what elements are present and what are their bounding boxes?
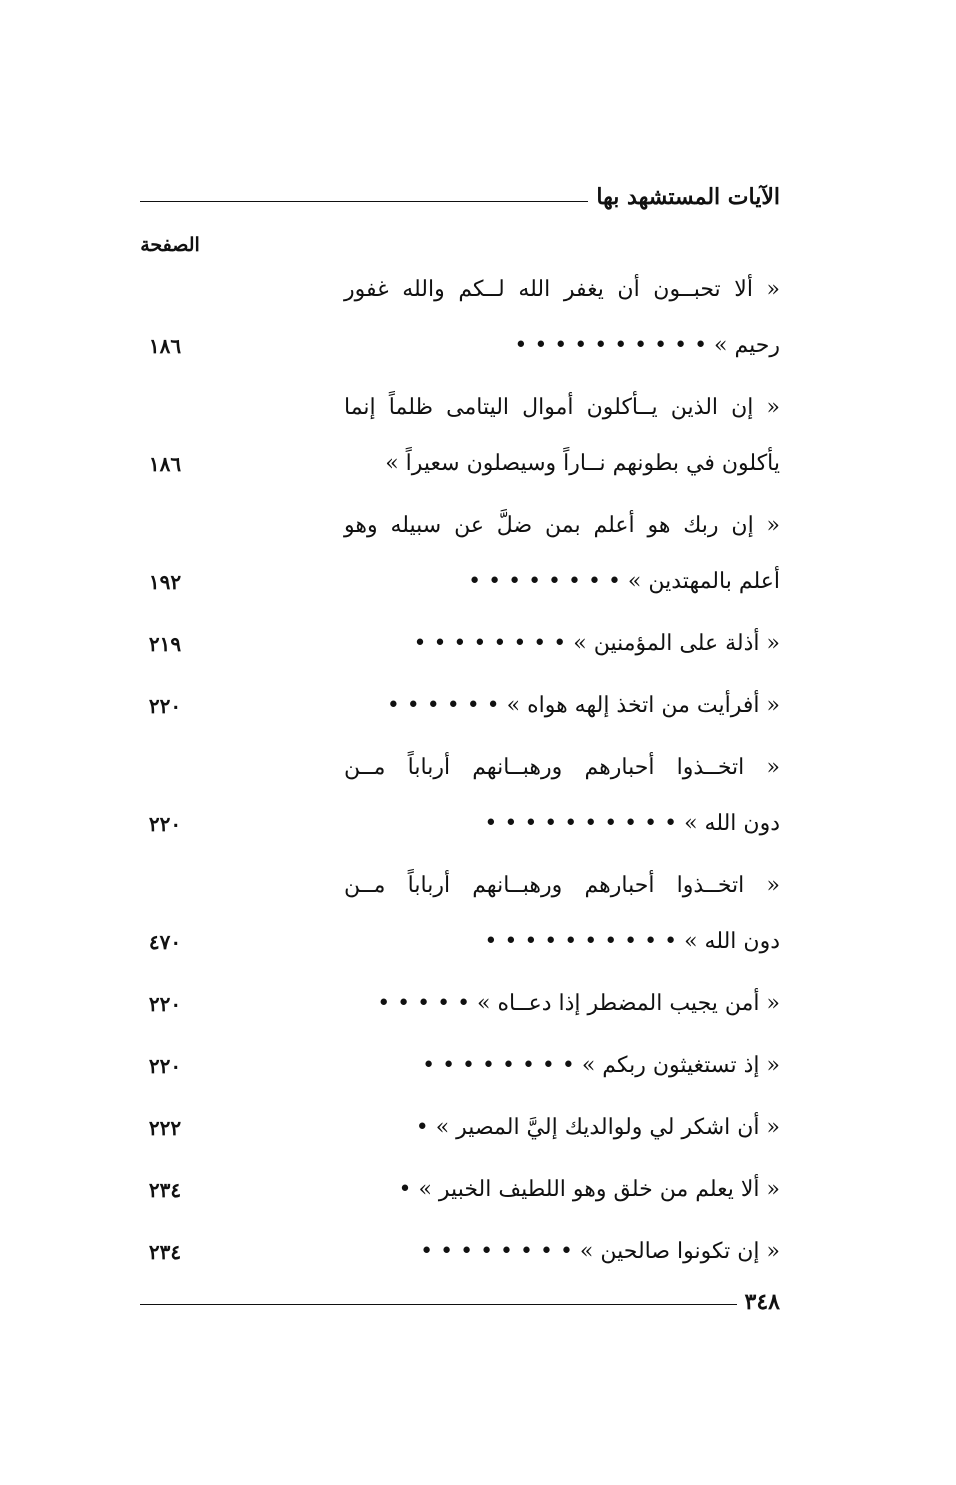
page-reference: ٢٢٠	[148, 1054, 182, 1078]
list-item	[0, 976, 956, 1038]
verse-line: « اتخــذوا أحبارهم ورهبــانهم أرباباً مــن	[344, 873, 780, 898]
page-number: ٣٤٨	[744, 1289, 780, 1315]
verse-text	[344, 1224, 780, 1280]
verse-index-list	[0, 262, 956, 1286]
page-reference: ٢٢٠	[148, 812, 182, 836]
list-item	[0, 380, 956, 498]
footer-rule	[140, 1304, 737, 1305]
page-reference: ٢١٩	[148, 632, 182, 656]
verse-text	[344, 1038, 780, 1094]
verse-text	[344, 380, 780, 492]
header-rule	[140, 201, 588, 202]
page-reference: ١٨٦	[148, 452, 182, 476]
verse-line: دون الله » • • • • • • • • • •	[484, 929, 780, 954]
page-reference: ٢٢٢	[148, 1116, 182, 1140]
verse-text	[344, 616, 780, 672]
verse-line: « إن تكونوا صالحين » • • • • • • • •	[420, 1239, 780, 1264]
list-item	[0, 678, 956, 740]
list-item	[0, 262, 956, 380]
verse-line: « ألا يعلم من خلق وهو اللطيف الخبير » •	[398, 1177, 780, 1202]
header-title: الآيات المستشهد بها	[596, 184, 780, 210]
verse-line: رحيم » • • • • • • • • • •	[514, 333, 780, 358]
page-column-heading: الصفحة	[140, 234, 200, 256]
list-item	[0, 1038, 956, 1100]
verse-text	[344, 498, 780, 610]
verse-text	[344, 740, 780, 852]
list-item	[0, 616, 956, 678]
verse-line: « إن الذين يــأكلون أموال اليتامى ظلماً إنما	[344, 395, 780, 420]
verse-line: « ألا تحبــون أن يغفر الله لــكم والله غفور	[344, 277, 780, 302]
verse-text	[344, 858, 780, 970]
list-item	[0, 1162, 956, 1224]
verse-text	[344, 1162, 780, 1218]
verse-text	[344, 678, 780, 734]
list-item	[0, 498, 956, 616]
verse-line: « إن ربك هو أعلم بمن ضلَّ عن سبيله وهو	[344, 513, 780, 538]
verse-text	[344, 262, 780, 374]
verse-line: « أذلة على المؤمنين » • • • • • • • •	[413, 631, 780, 656]
verse-line: « إذ تستغيثون ربكم » • • • • • • • •	[422, 1053, 780, 1078]
verse-line: « أفرأيت من اتخذ إلهه هواه » • • • • • •	[386, 693, 780, 718]
page-footer	[140, 1275, 780, 1315]
list-item	[0, 858, 956, 976]
verse-text	[344, 976, 780, 1032]
page-reference: ٢٣٤	[148, 1240, 182, 1264]
list-item	[0, 740, 956, 858]
verse-line: « أن اشكر لي ولوالديك إليَّ المصير » •	[415, 1115, 780, 1140]
page-reference: ٢٣٤	[148, 1178, 182, 1202]
page-reference: ١٩٢	[148, 570, 182, 594]
page-reference: ٢٢٠	[148, 694, 182, 718]
verse-text	[344, 1100, 780, 1156]
running-header	[140, 170, 780, 210]
page-reference: ٤٧٠	[148, 930, 182, 954]
page-reference: ١٨٦	[148, 334, 182, 358]
page-reference: ٢٢٠	[148, 992, 182, 1016]
verse-line: « اتخــذوا أحبارهم ورهبــانهم أرباباً مــن	[344, 755, 780, 780]
list-item	[0, 1100, 956, 1162]
verse-line: « أمن يجيب المضطر إذا دعــاه » • • • • •	[377, 991, 780, 1016]
verse-line: دون الله » • • • • • • • • • •	[484, 811, 780, 836]
verse-line: يأكلون في بطونهم نــاراً وسيصلون سعيراً »	[385, 451, 780, 476]
verse-line: أعلم بالمهتدين » • • • • • • • •	[468, 569, 780, 594]
